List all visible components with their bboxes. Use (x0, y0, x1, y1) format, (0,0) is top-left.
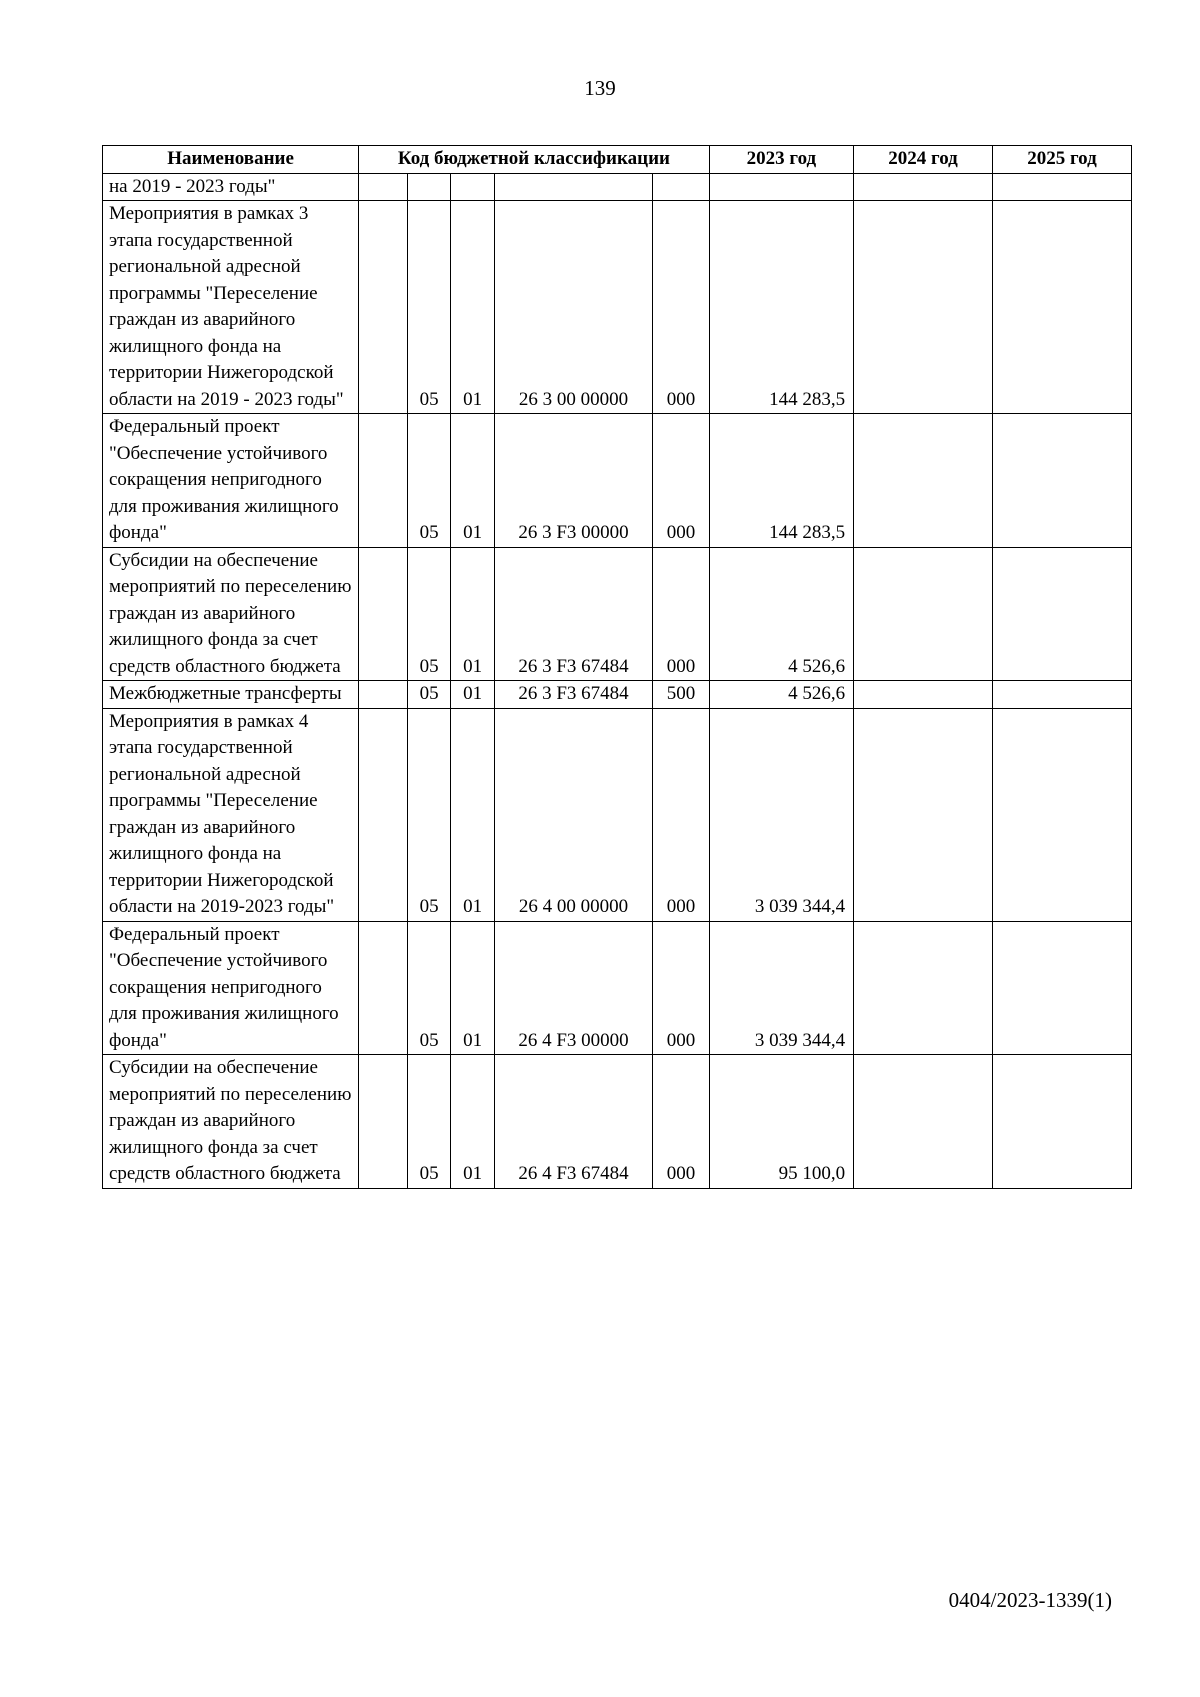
amount-2023-cell: 4 526,6 (709, 681, 853, 709)
row-name-cell: Федеральный проект "Обеспечение устойчивого сокращения непригодного для проживания жилищного фонда" (103, 414, 359, 548)
code-subsection-cell: 01 (451, 201, 494, 414)
header-2023: 2023 год (709, 146, 853, 174)
code-target-article-cell: 26 3 F3 00000 (494, 414, 652, 548)
header-2024: 2024 год (854, 146, 993, 174)
amount-2023-cell: 3 039 344,4 (709, 921, 853, 1055)
code-cell-empty (359, 921, 408, 1055)
code-expense-type-cell: 000 (653, 414, 710, 548)
code-section-cell: 05 (407, 201, 450, 414)
code-expense-type-cell: 000 (653, 921, 710, 1055)
row-name-cell: Федеральный проект "Обеспечение устойчивого сокращения непригодного для проживания жилищного фонда" (103, 921, 359, 1055)
header-name: Наименование (103, 146, 359, 174)
amount-2023-cell: 4 526,6 (709, 547, 853, 681)
table-row (103, 1055, 1132, 1189)
amount-2024-cell (854, 708, 993, 921)
code-subsection-cell: 01 (451, 681, 494, 709)
code-section-cell (407, 173, 450, 201)
code-cell-empty (359, 1055, 408, 1189)
amount-2025-cell (993, 201, 1132, 414)
budget-table (102, 145, 1132, 1189)
code-cell-empty (359, 708, 408, 921)
row-name-cell: Межбюджетные трансферты (103, 681, 359, 709)
amount-2025-cell (993, 681, 1132, 709)
document-id: 0404/2023-1339(1) (948, 1588, 1112, 1612)
code-subsection-cell: 01 (451, 547, 494, 681)
code-target-article-cell: 26 4 00 00000 (494, 708, 652, 921)
page-number: 139 (584, 76, 616, 100)
table-row (103, 547, 1132, 681)
row-name-cell: Субсидии на обеспечение мероприятий по переселению граждан из аварийного жилищного фонда за счет средств областного бюджета (103, 1055, 359, 1189)
amount-2024-cell (854, 201, 993, 414)
code-expense-type-cell: 000 (653, 1055, 710, 1189)
amount-2024-cell (854, 1055, 993, 1189)
code-target-article-cell: 26 4 F3 67484 (494, 1055, 652, 1189)
amount-2025-cell (993, 708, 1132, 921)
amount-2023-cell: 144 283,5 (709, 414, 853, 548)
code-expense-type-cell: 000 (653, 547, 710, 681)
code-subsection-cell: 01 (451, 921, 494, 1055)
amount-2023-cell: 95 100,0 (709, 1055, 853, 1189)
code-target-article-cell: 26 4 F3 00000 (494, 921, 652, 1055)
amount-2025-cell (993, 414, 1132, 548)
code-cell-empty (359, 201, 408, 414)
table-row (103, 921, 1132, 1055)
row-name-cell: Субсидии на обеспечение мероприятий по переселению граждан из аварийного жилищного фонда за счет средств областного бюджета (103, 547, 359, 681)
header-code: Код бюджетной классификации (359, 146, 710, 174)
code-target-article-cell (494, 173, 652, 201)
code-target-article-cell: 26 3 F3 67484 (494, 547, 652, 681)
amount-2024-cell (854, 414, 993, 548)
header-2025: 2025 год (993, 146, 1132, 174)
code-subsection-cell: 01 (451, 1055, 494, 1189)
code-expense-type-cell: 500 (653, 681, 710, 709)
amount-2024-cell (854, 547, 993, 681)
amount-2023-cell: 3 039 344,4 (709, 708, 853, 921)
amount-2024-cell (854, 921, 993, 1055)
table-row (103, 201, 1132, 414)
amount-2025-cell (993, 547, 1132, 681)
amount-2023-cell (709, 173, 853, 201)
table-row (103, 708, 1132, 921)
code-section-cell: 05 (407, 414, 450, 548)
code-section-cell: 05 (407, 681, 450, 709)
amount-2025-cell (993, 1055, 1132, 1189)
code-section-cell: 05 (407, 708, 450, 921)
code-cell-empty (359, 547, 408, 681)
amount-2025-cell (993, 173, 1132, 201)
code-cell-empty (359, 681, 408, 709)
amount-2024-cell (854, 173, 993, 201)
row-name-cell: Мероприятия в рамках 3 этапа государственной региональной адресной программы "Переселение граждан из аварийного жилищного фонда на территории Нижегородской области на 2019 - 2023 годы" (103, 201, 359, 414)
code-subsection-cell (451, 173, 494, 201)
table-row (103, 681, 1132, 709)
table-header-row (103, 146, 1132, 174)
code-expense-type-cell (653, 173, 710, 201)
code-section-cell: 05 (407, 921, 450, 1055)
code-section-cell: 05 (407, 547, 450, 681)
code-subsection-cell: 01 (451, 414, 494, 548)
row-name-cell: на 2019 - 2023 годы" (103, 173, 359, 201)
code-target-article-cell: 26 3 00 00000 (494, 201, 652, 414)
amount-2024-cell (854, 681, 993, 709)
table-row (103, 414, 1132, 548)
row-name-cell: Мероприятия в рамках 4 этапа государственной региональной адресной программы "Переселение граждан из аварийного жилищного фонда на территории Нижегородской области на 2019-2023 годы" (103, 708, 359, 921)
amount-2023-cell: 144 283,5 (709, 201, 853, 414)
code-target-article-cell: 26 3 F3 67484 (494, 681, 652, 709)
table-row (103, 173, 1132, 201)
code-expense-type-cell: 000 (653, 708, 710, 921)
code-cell-empty (359, 173, 408, 201)
code-expense-type-cell: 000 (653, 201, 710, 414)
amount-2025-cell (993, 921, 1132, 1055)
code-section-cell: 05 (407, 1055, 450, 1189)
code-cell-empty (359, 414, 408, 548)
code-subsection-cell: 01 (451, 708, 494, 921)
